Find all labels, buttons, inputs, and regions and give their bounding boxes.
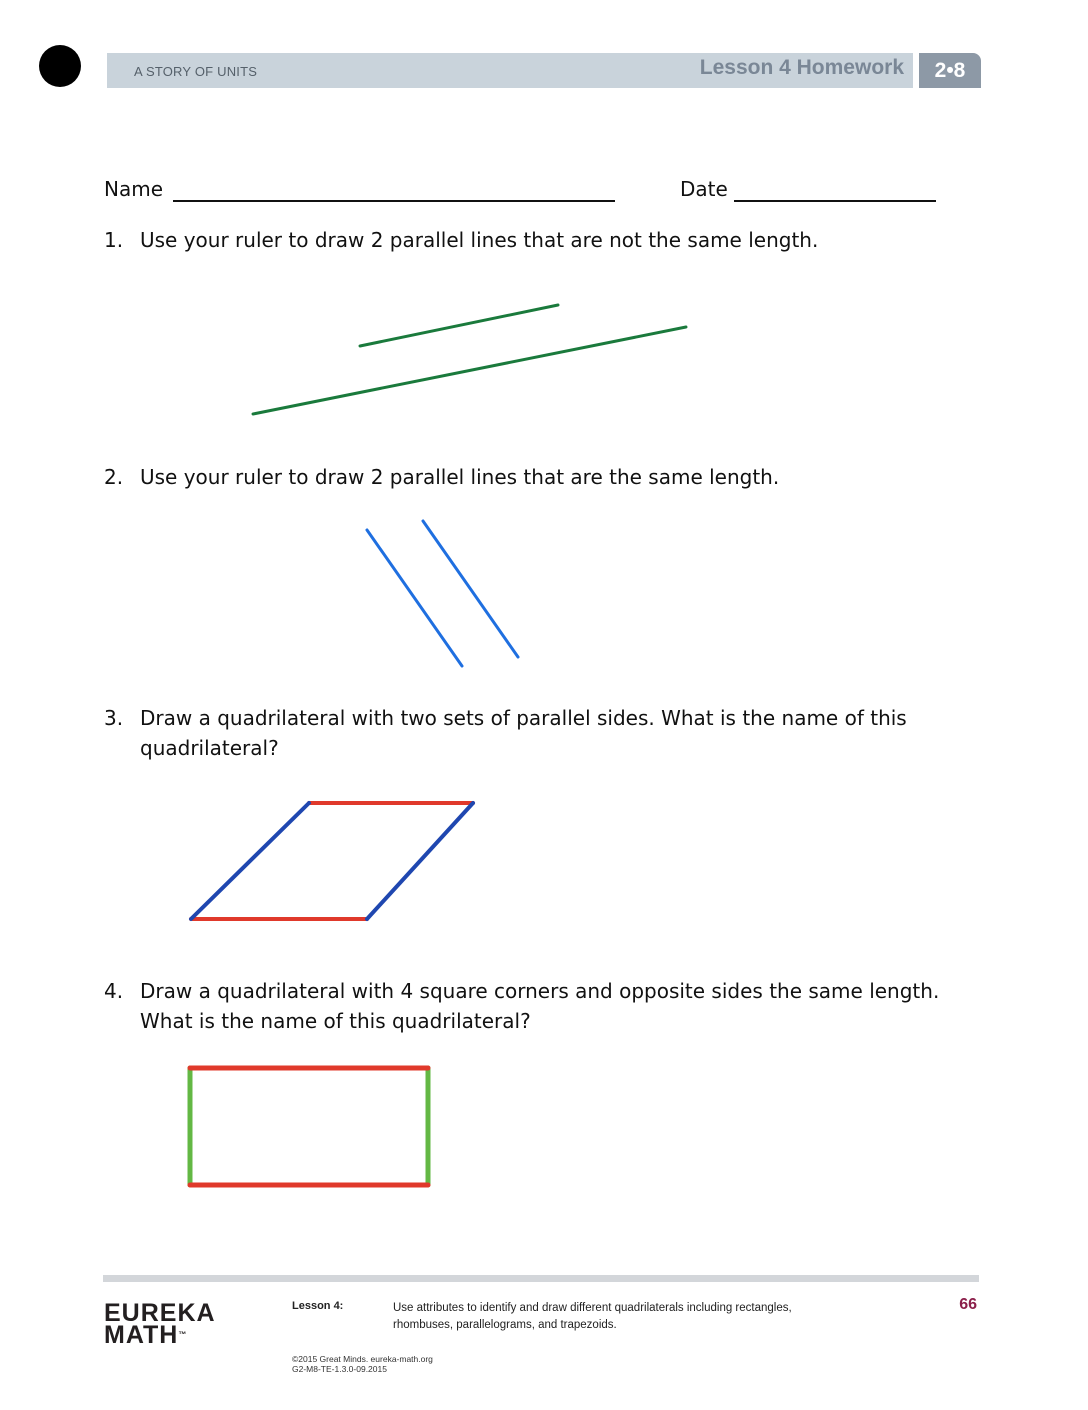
- logo-line-1: EUREKA: [104, 1299, 216, 1327]
- left-parallel-line: [367, 530, 462, 666]
- question-number: 3.: [104, 706, 124, 730]
- name-label: Name: [104, 177, 164, 201]
- parallelogram-right-side: [367, 803, 473, 919]
- lesson-title: Lesson 4 Homework: [699, 56, 904, 79]
- logo-line-2: MATH: [104, 1321, 179, 1349]
- long-parallel-line: [253, 327, 686, 414]
- question-text: Draw a quadrilateral with 4 square corners and opposite sides the same length. What is the name of this quadrilateral?: [140, 979, 940, 1033]
- footer-lesson-label: Lesson 4:: [292, 1300, 344, 1312]
- footer-divider: [103, 1275, 979, 1282]
- question-number: 4.: [104, 979, 124, 1003]
- q3-parallelogram: [191, 803, 473, 919]
- q4-rectangle: [190, 1068, 428, 1185]
- date-label: Date: [680, 177, 728, 201]
- parallelogram-left-side: [191, 803, 309, 919]
- question-text: Use your ruler to draw 2 parallel lines that are the same length.: [140, 465, 780, 489]
- right-parallel-line: [423, 521, 518, 657]
- eureka-math-logo: [104, 1299, 216, 1349]
- question-text: Use your ruler to draw 2 parallel lines that are not the same length.: [140, 228, 819, 252]
- series-title: A STORY OF UNITS: [134, 64, 258, 79]
- logo-trademark: ™: [178, 1330, 187, 1339]
- footer-lesson-description: Use attributes to identify and draw different quadrilaterals including rectangles, rhombuses, parallelograms, and trapezoids.: [393, 1302, 792, 1331]
- question-number: 1.: [104, 228, 124, 252]
- grade-module-badge: 2•8: [919, 53, 981, 88]
- question-number: 2.: [104, 465, 124, 489]
- short-parallel-line: [360, 305, 558, 346]
- copyright-text: ©2015 Great Minds. eureka-math.org: [292, 1354, 433, 1364]
- question-text: Draw a quadrilateral with two sets of parallel sides. What is the name of this quadrilateral?: [140, 706, 907, 760]
- document-code: G2-M8-TE-1.3.0-09.2015: [292, 1364, 387, 1374]
- q1-parallel-lines-different-length: [253, 305, 686, 414]
- page-number: 66: [959, 1296, 977, 1313]
- footer-copyright: [292, 1354, 433, 1374]
- q2-parallel-lines-same-length: [367, 521, 518, 666]
